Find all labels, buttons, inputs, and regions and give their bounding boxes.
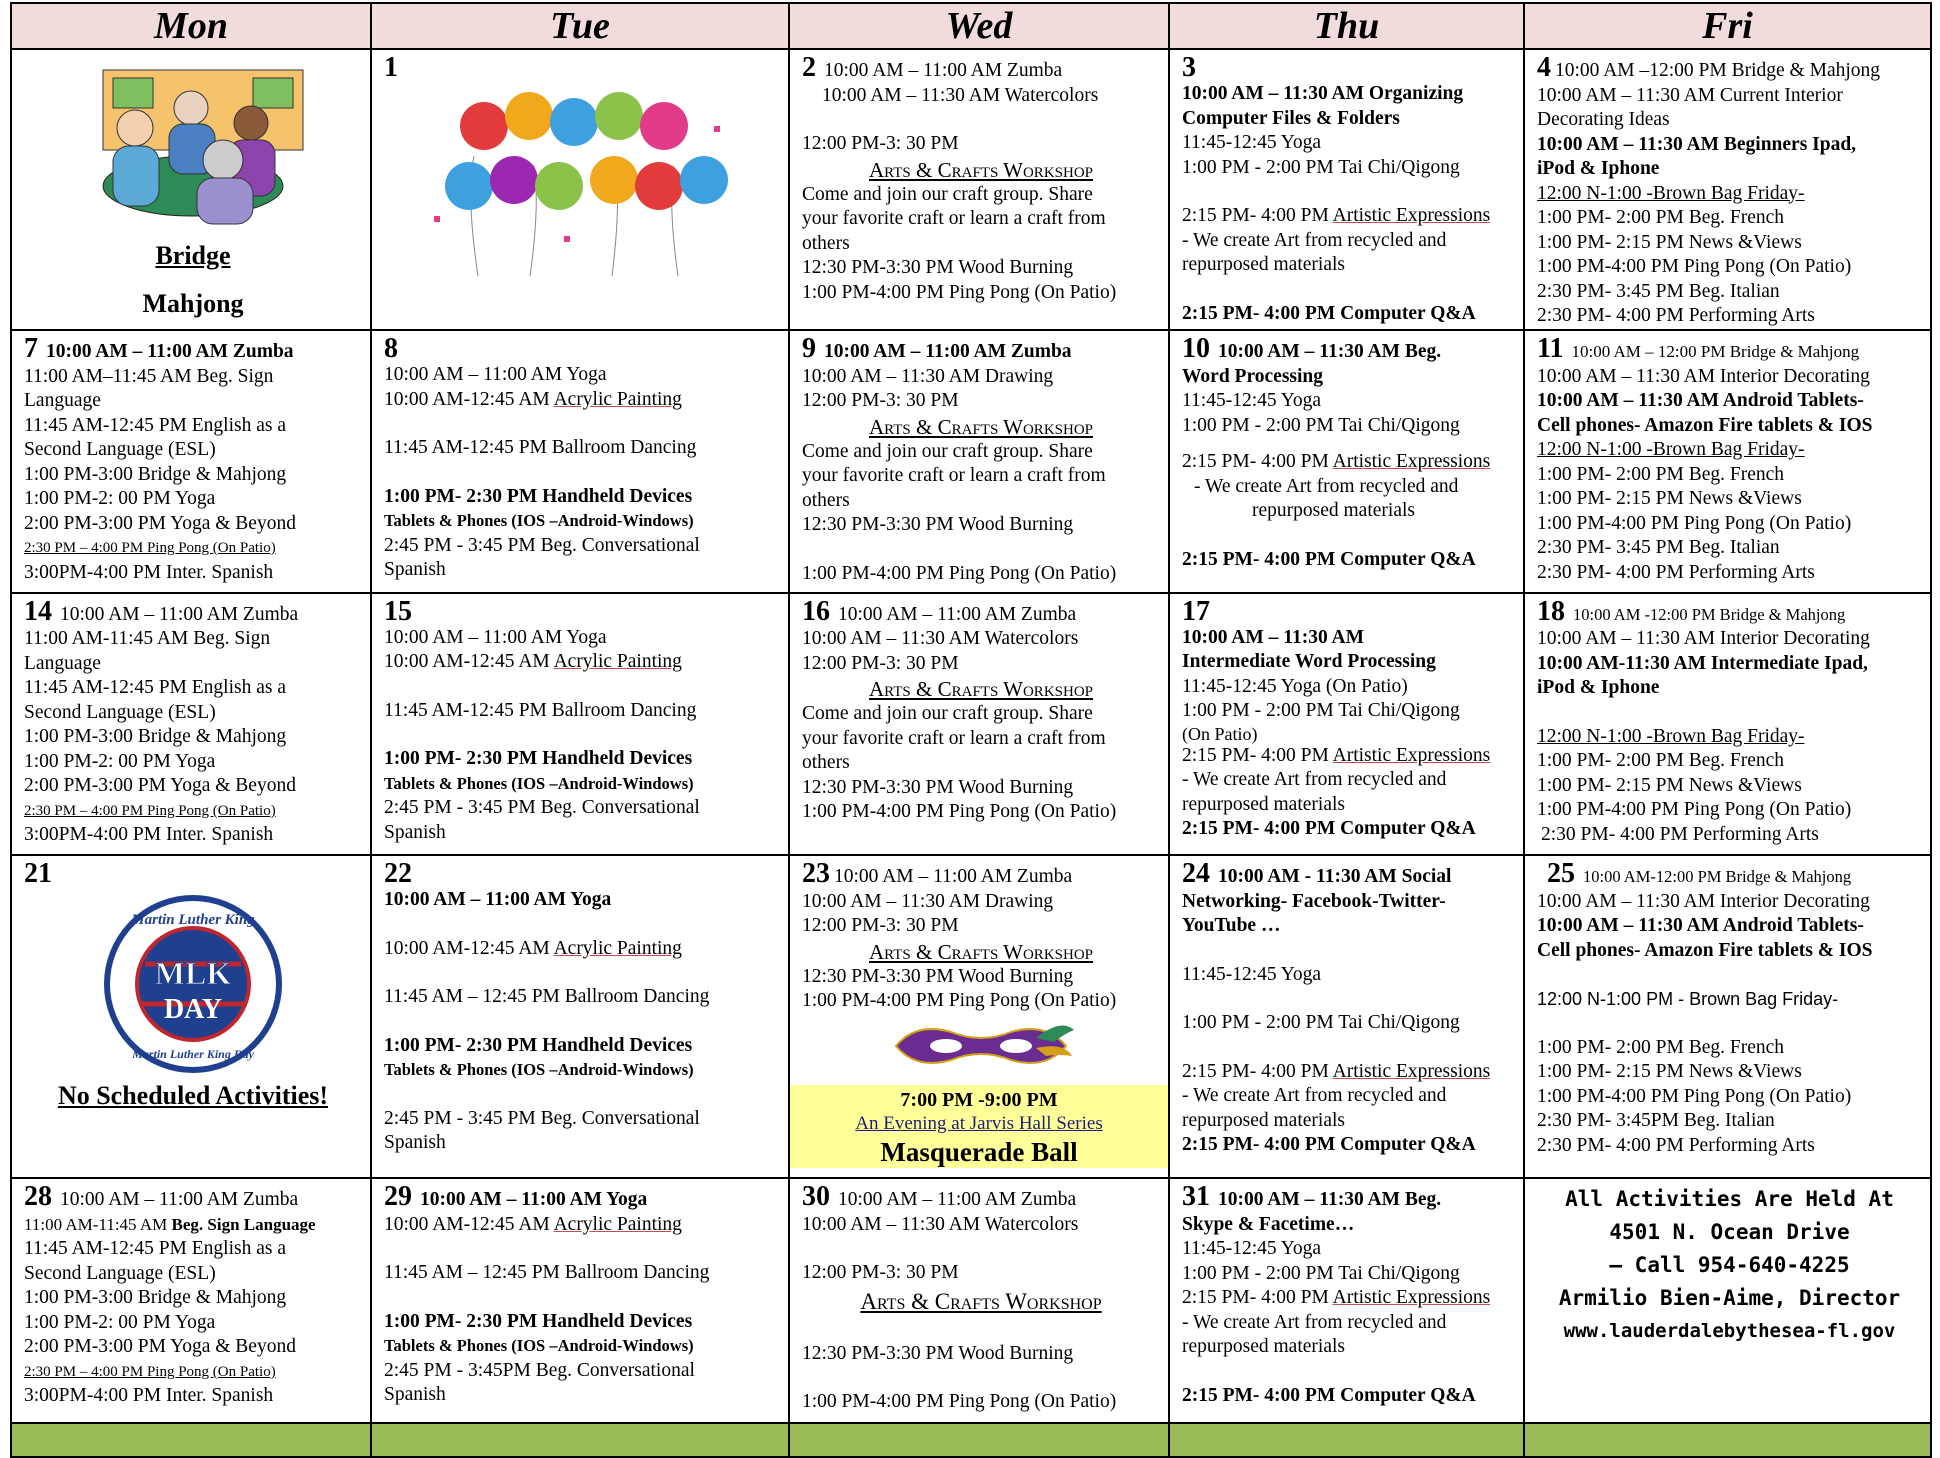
activity-line: Language <box>24 390 101 412</box>
activity-line: repurposed materials <box>1252 500 1415 522</box>
week-row-2 <box>11 330 1931 593</box>
activity-line: 2:45 PM - 3:45 PM Beg. Conversational <box>384 534 700 556</box>
activity-line: 10:00 AM -12:00 PM Bridge & Mahjong <box>1573 604 1846 624</box>
director-line: Armilio Bien-Aime, Director <box>1558 1286 1901 1311</box>
activity-line: Networking- Facebook-Twitter- <box>1182 890 1446 912</box>
activity-time: 10:00 AM-12:45 AM <box>384 388 554 410</box>
day-cell-2 <box>789 49 1169 330</box>
weekday-mon: Mon <box>11 3 371 49</box>
day-number: 17 <box>1182 595 1210 627</box>
activity-line: 11:45 AM – 12:45 PM Ballroom Dancing <box>384 1262 710 1284</box>
day-cell-3 <box>1169 49 1524 330</box>
day-cell-25 <box>1524 855 1931 1178</box>
day-cell-8 <box>371 330 789 593</box>
activity-line: 2:00 PM-3:00 PM Yoga & Beyond <box>24 775 296 797</box>
activity-line: 2:15 PM- 4:00 PM Computer Q&A <box>1182 1134 1476 1156</box>
activity-line: 11:45-12:45 Yoga <box>1182 390 1322 412</box>
day-cell-24 <box>1169 855 1524 1178</box>
weekday-header-row <box>11 3 1931 49</box>
day-number: 9 <box>802 333 816 365</box>
activity-line: 1:00 PM- 2:00 PM Beg. French <box>1537 750 1785 772</box>
activity-line: 11:45-12:45 Yoga <box>1182 1238 1322 1260</box>
activity-time: 10:00 AM-12:45 AM <box>384 937 554 959</box>
activity-line: 10:00 AM –12:00 PM Bridge & Mahjong <box>1555 60 1881 81</box>
activity-line: 10:00 AM-11:30 AM Intermediate Ipad, <box>1537 652 1868 674</box>
activity-line: Spanish <box>384 821 446 843</box>
masquerade-mask-icon <box>886 1018 1076 1074</box>
activity-line: 10:00 AM – 12:00 PM Bridge & Mahjong <box>1571 342 1860 362</box>
activity-line: Intermediate Word Processing <box>1182 651 1436 673</box>
activity-line: 2:00 PM-3:00 PM Yoga & Beyond <box>24 512 296 534</box>
activity-line: 10:00 AM – 11:00 AM Zumba <box>824 60 1063 81</box>
event-series: An Evening at Jarvis Hall Series <box>855 1112 1103 1134</box>
week-row-4 <box>11 855 1931 1178</box>
activity-line: 2:45 PM - 3:45PM Beg. Conversational <box>384 1359 695 1381</box>
activity-line: 10:00 AM – 11:30 AM Organizing <box>1182 83 1464 104</box>
day-number: 3 <box>1182 52 1196 83</box>
activity-line: 3:00PM-4:00 PM Inter. Spanish <box>24 561 274 583</box>
activity-line: 10:00 AM – 11:30 AM Beginners Ipad, <box>1537 133 1857 155</box>
activity-line: 1:00 PM-4:00 PM Ping Pong (On Patio) <box>802 562 1117 584</box>
footer-cell <box>1524 1423 1931 1457</box>
activity-line: 10:00 AM – 11:30 AM Interior Decorating <box>1537 628 1870 650</box>
activity-line: 11:45 AM-12:45 PM Ballroom Dancing <box>384 699 697 721</box>
activity-time: 10:00 AM-12:45 AM <box>384 651 554 673</box>
activity-time: 2:15 PM- 4:00 PM <box>1182 744 1333 766</box>
activity-line: 10:00 AM – 11:00 AM Zumba <box>824 341 1072 363</box>
activity-line: 10:00 AM – 11:30 AM Android Tablets- <box>1537 915 1864 937</box>
activity-line: 1:00 PM- 2:15 PM News &Views <box>1537 774 1802 796</box>
activity-line: Tablets & Phones (IOS –Android-Windows) <box>384 773 694 793</box>
activity-line: Second Language (ESL) <box>24 439 216 461</box>
event-time: 7:00 PM -9:00 PM <box>900 1088 1058 1111</box>
acrylic-painting-link: Acrylic Painting <box>553 651 682 673</box>
activity-line: 1:00 PM- 2:30 PM Handheld Devices <box>384 748 693 770</box>
activity-line: 3:00PM-4:00 PM Inter. Spanish <box>24 1385 274 1407</box>
day-cell-16 <box>789 593 1169 856</box>
activity-line: Spanish <box>384 1384 446 1406</box>
day-cell-17 <box>1169 593 1524 856</box>
activity-line: 1:00 PM-4:00 PM Ping Pong (On Patio) <box>1537 1085 1852 1107</box>
activity-line: 12:00 N-1:00 -Brown Bag Friday- <box>1537 725 1805 747</box>
activity-line: 1:00 PM-2: 00 PM Yoga <box>24 488 216 510</box>
activity-line: Tablets & Phones (IOS –Android-Windows) <box>384 1336 694 1356</box>
day-cell-18 <box>1524 593 1931 856</box>
activity-line: 1:00 PM- 2:00 PM Beg. French <box>1537 1036 1785 1058</box>
activity-line: 10:00 AM – 11:30 AM Watercolors <box>822 84 1099 106</box>
activity-line: 1:00 PM- 2:30 PM Handheld Devices <box>384 1310 693 1332</box>
activity-line: 10:00 AM – 11:00 AM Yoga <box>384 889 612 911</box>
activity-line: 12:30 PM-3:30 PM Wood Burning <box>802 965 1074 987</box>
activity-line: 10:00 AM – 11:00 AM Yoga <box>384 364 607 386</box>
activity-line: your favorite craft or learn a craft from <box>802 208 1106 229</box>
activity-line: your favorite craft or learn a craft from <box>802 465 1106 487</box>
activity-line: 1:00 PM-4:00 PM Ping Pong (On Patio) <box>1537 799 1852 821</box>
activity-line: 2:30 PM – 4:00 PM Ping Pong (On Patio) <box>24 540 276 557</box>
activity-line: 1:00 PM - 2:00 PM Tai Chi/Qigong <box>1182 414 1460 436</box>
weekday-thu: Thu <box>1169 3 1524 49</box>
activity-line: 12:00 PM-3: 30 PM <box>802 390 959 412</box>
activity-line: 10:00 AM – 11:30 AM Interior Decorating <box>1537 365 1870 387</box>
location-heading: All Activities Are Held At <box>1565 1187 1894 1212</box>
footer-cell <box>1169 1423 1524 1457</box>
mahjong-label: Mahjong <box>142 289 244 318</box>
activity-line: 12:00 PM-3: 30 PM <box>802 915 959 937</box>
activity-line: 1:00 PM-4:00 PM Ping Pong (On Patio) <box>1537 256 1852 277</box>
activity-time: 11:00 AM-11:45 AM <box>24 1214 172 1234</box>
day-number: 28 <box>24 1181 52 1213</box>
activity-line: 1:00 PM-4:00 PM Ping Pong (On Patio) <box>802 281 1117 303</box>
day-cell-14 <box>11 593 371 856</box>
activity-line: 2:15 PM- 4:00 PM Computer Q&A <box>1182 818 1476 840</box>
activity-line: 1:00 PM-3:00 Bridge & Mahjong <box>24 726 287 748</box>
seal-bottom-text: Martin Luther King Day <box>132 1047 254 1062</box>
footer-cell <box>11 1423 371 1457</box>
activity-line: 11:45 AM-12:45 PM English as a <box>24 677 286 699</box>
activity-line: Word Processing <box>1182 365 1324 387</box>
footer-band <box>11 1423 1931 1457</box>
activity-line: 2:15 PM- 4:00 PM Computer Q&A <box>1182 548 1476 570</box>
day-cell-30 <box>789 1178 1169 1423</box>
activity-line: 1:00 PM- 2:15 PM News &Views <box>1537 488 1802 510</box>
activity-line: 10:00 AM – 11:30 AM Current Interior <box>1537 84 1843 106</box>
activity-line: YouTube … <box>1182 915 1281 937</box>
activity-line: 10:00 AM – 11:00 AM Zumba <box>838 603 1077 625</box>
activity-line: 12:00 N-1:00 -Brown Bag Friday- <box>1537 439 1805 461</box>
activity-line: others <box>802 752 850 774</box>
activity-line: 2:30 PM- 4:00 PM Performing Arts <box>1537 1134 1815 1156</box>
activity-line: 10:00 AM – 11:30 AM Beg. <box>1218 1189 1442 1211</box>
activity-line: 1:00 PM - 2:00 PM Tai Chi/Qigong <box>1182 1012 1460 1034</box>
day-number: 11 <box>1537 333 1564 365</box>
day-number: 7 <box>24 333 38 365</box>
activity-time: 2:15 PM- 4:00 PM <box>1182 1287 1333 1309</box>
activity-line: 12:30 PM-3:30 PM Wood Burning <box>802 776 1074 798</box>
activity-line: 2:30 PM- 4:00 PM Performing Arts <box>1537 305 1815 326</box>
day-number: 31 <box>1182 1181 1210 1213</box>
arts-crafts-heading: Arts & Crafts Workshop <box>860 1288 1102 1314</box>
activity-line: 1:00 PM- 2:30 PM Handheld Devices <box>384 1034 693 1056</box>
activity-line: 10:00 AM – 11:00 AM Zumba <box>46 341 294 363</box>
website-link[interactable]: www.lauderdalebythesea-fl.gov <box>1563 1320 1896 1343</box>
activity-line: Computer Files & Folders <box>1182 107 1400 129</box>
activity-line: 12:00 PM-3: 30 PM <box>802 133 959 154</box>
activity-line: 10:00 AM – 11:30 AM Drawing <box>802 365 1054 387</box>
phone-line: – Call 954-640-4225 <box>1609 1253 1850 1278</box>
day-number: 22 <box>384 858 412 890</box>
week-row-3 <box>11 593 1931 856</box>
day-number: 24 <box>1182 858 1210 890</box>
day-cell-10 <box>1169 330 1524 593</box>
activity-line: 12:00 N-1:00 PM - Brown Bag Friday- <box>1537 989 1839 1010</box>
activity-line: 10:00 AM – 11:00 AM Zumba <box>838 1189 1077 1211</box>
activity-line: 2:15 PM- 4:00 PM Computer Q&A <box>1182 1384 1476 1406</box>
activity-line: 12:00 PM-3: 30 PM <box>802 652 959 674</box>
activity-line: 2:30 PM- 3:45 PM Beg. Italian <box>1537 280 1780 302</box>
card-players-illustration-icon <box>73 68 313 228</box>
activity-line: 2:30 PM – 4:00 PM Ping Pong (On Patio) <box>24 1363 276 1380</box>
day-cell-23 <box>789 855 1169 1178</box>
activity-line: 2:30 PM- 3:45 PM Beg. Italian <box>1537 537 1780 559</box>
weekday-wed: Wed <box>789 3 1169 49</box>
activity-line: 1:00 PM-3:00 Bridge & Mahjong <box>24 463 287 485</box>
day-number: 18 <box>1537 595 1565 627</box>
activity-line: 10:00 AM – 11:00 AM Yoga <box>420 1189 648 1211</box>
activity-line: iPod & Iphone <box>1537 677 1660 699</box>
activity-line: 1:00 PM- 2:15 PM News &Views <box>1537 1061 1802 1083</box>
activity-line: others <box>802 232 850 254</box>
activity-line: Come and join our craft group. Share <box>802 703 1093 725</box>
day-cell-21 <box>11 855 371 1178</box>
day-cell-mon-blank <box>11 49 371 330</box>
activity-line: 3:00PM-4:00 PM Inter. Spanish <box>24 824 274 846</box>
day-cell-28 <box>11 1178 371 1423</box>
activity-line: 11:00 AM–11:45 AM Beg. Sign <box>24 365 274 387</box>
activity-line: Tablets & Phones (IOS –Android-Windows) <box>384 511 694 531</box>
address-line: 4501 N. Ocean Drive <box>1609 1220 1850 1245</box>
activity-line: 2:00 PM-3:00 PM Yoga & Beyond <box>24 1336 296 1358</box>
day-number: 25 <box>1547 858 1575 890</box>
activity-line: 12:00 N-1:00 -Brown Bag Friday- <box>1537 182 1805 204</box>
day-number: 10 <box>1182 333 1210 365</box>
no-activities-note: No Scheduled Activities! <box>57 1081 329 1111</box>
activity-line: Cell phones- Amazon Fire tablets & IOS <box>1537 939 1873 961</box>
calendar-grid <box>10 2 1932 1458</box>
acrylic-painting-link: Acrylic Painting <box>553 388 682 410</box>
activity-line: 1:00 PM - 2:00 PM Tai Chi/Qigong <box>1182 1262 1460 1284</box>
activity-line: repurposed materials <box>1182 1336 1345 1358</box>
activity-line: 10:00 AM-12:00 PM Bridge & Mahjong <box>1583 867 1852 887</box>
activity-line: 2:45 PM - 3:45 PM Beg. Conversational <box>384 1107 700 1129</box>
day-cell-29 <box>371 1178 789 1423</box>
arts-crafts-heading: Arts & Crafts Workshop <box>868 414 1093 439</box>
mlk-day-seal-icon <box>103 894 283 1074</box>
activity-line: repurposed materials <box>1182 793 1345 815</box>
arts-crafts-heading: Arts & Crafts Workshop <box>868 157 1093 182</box>
activity-line: 11:45 AM-12:45 PM English as a <box>24 414 286 436</box>
activity-line: 2:15 PM- 4:00 PM Computer Q&A <box>1182 302 1476 324</box>
day-number: 8 <box>384 333 398 365</box>
artistic-expressions-link: Artistic Expressions <box>1332 1060 1491 1082</box>
arts-crafts-heading: Arts & Crafts Workshop <box>868 939 1093 964</box>
activity-line: your favorite craft or learn a craft from <box>802 727 1106 749</box>
activity-line: 1:00 PM- 2:00 PM Beg. French <box>1537 207 1785 228</box>
seal-day-text: DAY <box>163 994 223 1026</box>
activity-line: 10:00 AM – 11:00 AM Zumba <box>60 603 299 625</box>
day-number: 29 <box>384 1181 412 1213</box>
activity-line: - We create Art from recycled and <box>1182 229 1447 251</box>
day-number: 2 <box>802 52 816 83</box>
activity-line: 1:00 PM-4:00 PM Ping Pong (On Patio) <box>802 801 1117 823</box>
activity-time: 10:00 AM-12:45 AM <box>384 1213 554 1235</box>
masquerade-event-box <box>790 1085 1168 1168</box>
day-cell-22 <box>371 855 789 1178</box>
bridge-label: Bridge <box>155 241 231 270</box>
week-row-5 <box>11 1178 1931 1423</box>
activity-line: Language <box>24 652 101 674</box>
activity-line: 10:00 AM – 11:00 AM Yoga <box>384 626 607 648</box>
activity-line: 2:45 PM - 3:45 PM Beg. Conversational <box>384 797 700 819</box>
activity-line: Come and join our craft group. Share <box>802 440 1093 462</box>
artistic-expressions-link: Artistic Expressions <box>1332 451 1491 473</box>
weekday-fri: Fri <box>1524 3 1931 49</box>
activity-line: 11:45 AM-12:45 PM Ballroom Dancing <box>384 437 697 459</box>
day-number: 21 <box>24 858 52 890</box>
activity-line: 12:00 PM-3: 30 PM <box>802 1262 959 1284</box>
activity-line: 12:30 PM-3:30 PM Wood Burning <box>802 514 1074 536</box>
activity-line: 12:30 PM-3:30 PM Wood Burning <box>802 1342 1074 1364</box>
seal-mlk-text: MLK <box>154 955 232 992</box>
activity-line: Second Language (ESL) <box>24 1262 216 1284</box>
activity-line: 10:00 AM – 11:30 AM Interior Decorating <box>1537 890 1870 912</box>
activity-line: 2:30 PM – 4:00 PM Ping Pong (On Patio) <box>24 802 276 819</box>
activity-line: 10:00 AM – 11:30 AM <box>1182 626 1364 648</box>
activity-line: (On Patio) <box>1182 723 1258 744</box>
day-cell-15 <box>371 593 789 856</box>
arts-crafts-heading: Arts & Crafts Workshop <box>868 677 1093 702</box>
event-name: Masquerade Ball <box>880 1136 1078 1167</box>
day-cell-11 <box>1524 330 1931 593</box>
day-cell-7 <box>11 330 371 593</box>
activity-line: 11:45-12:45 Yoga (On Patio) <box>1182 675 1408 697</box>
activity-line: 1:00 PM- 2:00 PM Beg. French <box>1537 463 1785 485</box>
day-cell-4 <box>1524 49 1931 330</box>
day-number: 14 <box>24 595 52 627</box>
activity-line: Spanish <box>384 1132 446 1154</box>
activity-line: 11:45 AM – 12:45 PM Ballroom Dancing <box>384 986 710 1008</box>
activity-line: 1:00 PM-2: 00 PM Yoga <box>24 1311 216 1333</box>
activity-line: Skype & Facetime… <box>1182 1213 1355 1235</box>
activity-line: 10:00 AM – 11:00 AM Zumba <box>834 866 1073 888</box>
activity-line: 2:30 PM- 3:45PM Beg. Italian <box>1537 1110 1775 1132</box>
footer-cell <box>371 1423 789 1457</box>
activity-line: 10:00 AM – 11:30 AM Beg. <box>1218 341 1442 363</box>
activity-line: Cell phones- Amazon Fire tablets & IOS <box>1537 414 1873 436</box>
activity-line: 1:00 PM- 2:30 PM Handheld Devices <box>384 485 693 507</box>
activity-line: - We create Art from recycled and <box>1182 769 1447 791</box>
activity-line: 1:00 PM-2: 00 PM Yoga <box>24 750 216 772</box>
acrylic-painting-link: Acrylic Painting <box>553 1213 682 1235</box>
activity-time: 2:15 PM- 4:00 PM <box>1182 451 1333 473</box>
contact-info-cell <box>1524 1178 1931 1423</box>
week-row-1 <box>11 49 1931 330</box>
activity-line: 10:00 AM – 11:30 AM Watercolors <box>802 628 1079 650</box>
activity-line: 10:00 AM – 11:30 AM Drawing <box>802 890 1054 912</box>
activity-line: 1:00 PM-4:00 PM Ping Pong (On Patio) <box>802 990 1117 1012</box>
day-number: 30 <box>802 1181 830 1213</box>
day-number: 15 <box>384 595 412 627</box>
activity-line: 10:00 AM – 11:00 AM Zumba <box>60 1189 299 1211</box>
activity-line: 1:00 PM - 2:00 PM Tai Chi/Qigong <box>1182 156 1460 178</box>
artistic-expressions-link: Artistic Expressions <box>1332 744 1491 766</box>
day-cell-9 <box>789 330 1169 593</box>
activity-line: repurposed materials <box>1182 254 1345 275</box>
footer-cell <box>789 1423 1169 1457</box>
activity-line: others <box>802 489 850 511</box>
activity-line: 2:30 PM- 4:00 PM Performing Arts <box>1537 561 1815 583</box>
activity-line: 10:00 AM – 11:30 AM Watercolors <box>802 1213 1079 1235</box>
activity-line: repurposed materials <box>1182 1109 1345 1131</box>
activity-line: - We create Art from recycled and <box>1182 1085 1447 1107</box>
day-number: 1 <box>384 52 398 83</box>
day-number: 23 <box>802 858 830 890</box>
activity-line: 1:00 PM- 2:15 PM News &Views <box>1537 231 1802 253</box>
activity-line: 11:00 AM-11:45 AM Beg. Sign <box>24 628 271 650</box>
weekday-tue: Tue <box>371 3 789 49</box>
artistic-expressions-link: Artistic Expressions <box>1332 205 1491 226</box>
activity-line: 11:45 AM-12:45 PM English as a <box>24 1238 286 1260</box>
activity-line: Decorating Ideas <box>1537 109 1670 130</box>
activity-line: 2:30 PM- 4:00 PM Performing Arts <box>1541 823 1819 845</box>
activity-line: - We create Art from recycled and <box>1182 1311 1447 1333</box>
activity-line: 12:30 PM-3:30 PM Wood Burning <box>802 257 1074 278</box>
activity-line: 1:00 PM-4:00 PM Ping Pong (On Patio) <box>802 1391 1117 1413</box>
activity-time: 2:15 PM- 4:00 PM <box>1182 205 1333 226</box>
activity-line: 11:45-12:45 Yoga <box>1182 132 1322 153</box>
activity-line: Second Language (ESL) <box>24 701 216 723</box>
activity-line: - We create Art from recycled and <box>1194 475 1459 497</box>
day-cell-1 <box>371 49 789 330</box>
day-number: 16 <box>802 595 830 627</box>
activity-line: 1:00 PM-4:00 PM Ping Pong (On Patio) <box>1537 512 1852 534</box>
activity-title: Beg. Sign Language <box>171 1214 316 1234</box>
seal-top-text: Martin Luther King <box>131 912 255 929</box>
activity-line: 11:45-12:45 Yoga <box>1182 963 1322 985</box>
activity-line: iPod & Iphone <box>1537 158 1660 179</box>
activity-line: 10:00 AM - 11:30 AM Social <box>1218 866 1452 888</box>
artistic-expressions-link: Artistic Expressions <box>1332 1287 1491 1309</box>
activity-line: 1:00 PM-3:00 Bridge & Mahjong <box>24 1287 287 1309</box>
activity-line: Spanish <box>384 559 446 581</box>
acrylic-painting-link: Acrylic Painting <box>553 937 682 959</box>
activity-line: 10:00 AM – 11:30 AM Android Tablets- <box>1537 390 1864 412</box>
day-number: 4 <box>1537 52 1551 83</box>
activity-time: 2:15 PM- 4:00 PM <box>1182 1060 1333 1082</box>
activity-line: 1:00 PM - 2:00 PM Tai Chi/Qigong <box>1182 700 1460 722</box>
happy-new-year-balloons-icon <box>414 86 744 286</box>
activity-line: Tablets & Phones (IOS –Android-Windows) <box>384 1060 694 1080</box>
day-cell-31 <box>1169 1178 1524 1423</box>
activity-line: Come and join our craft group. Share <box>802 183 1093 205</box>
